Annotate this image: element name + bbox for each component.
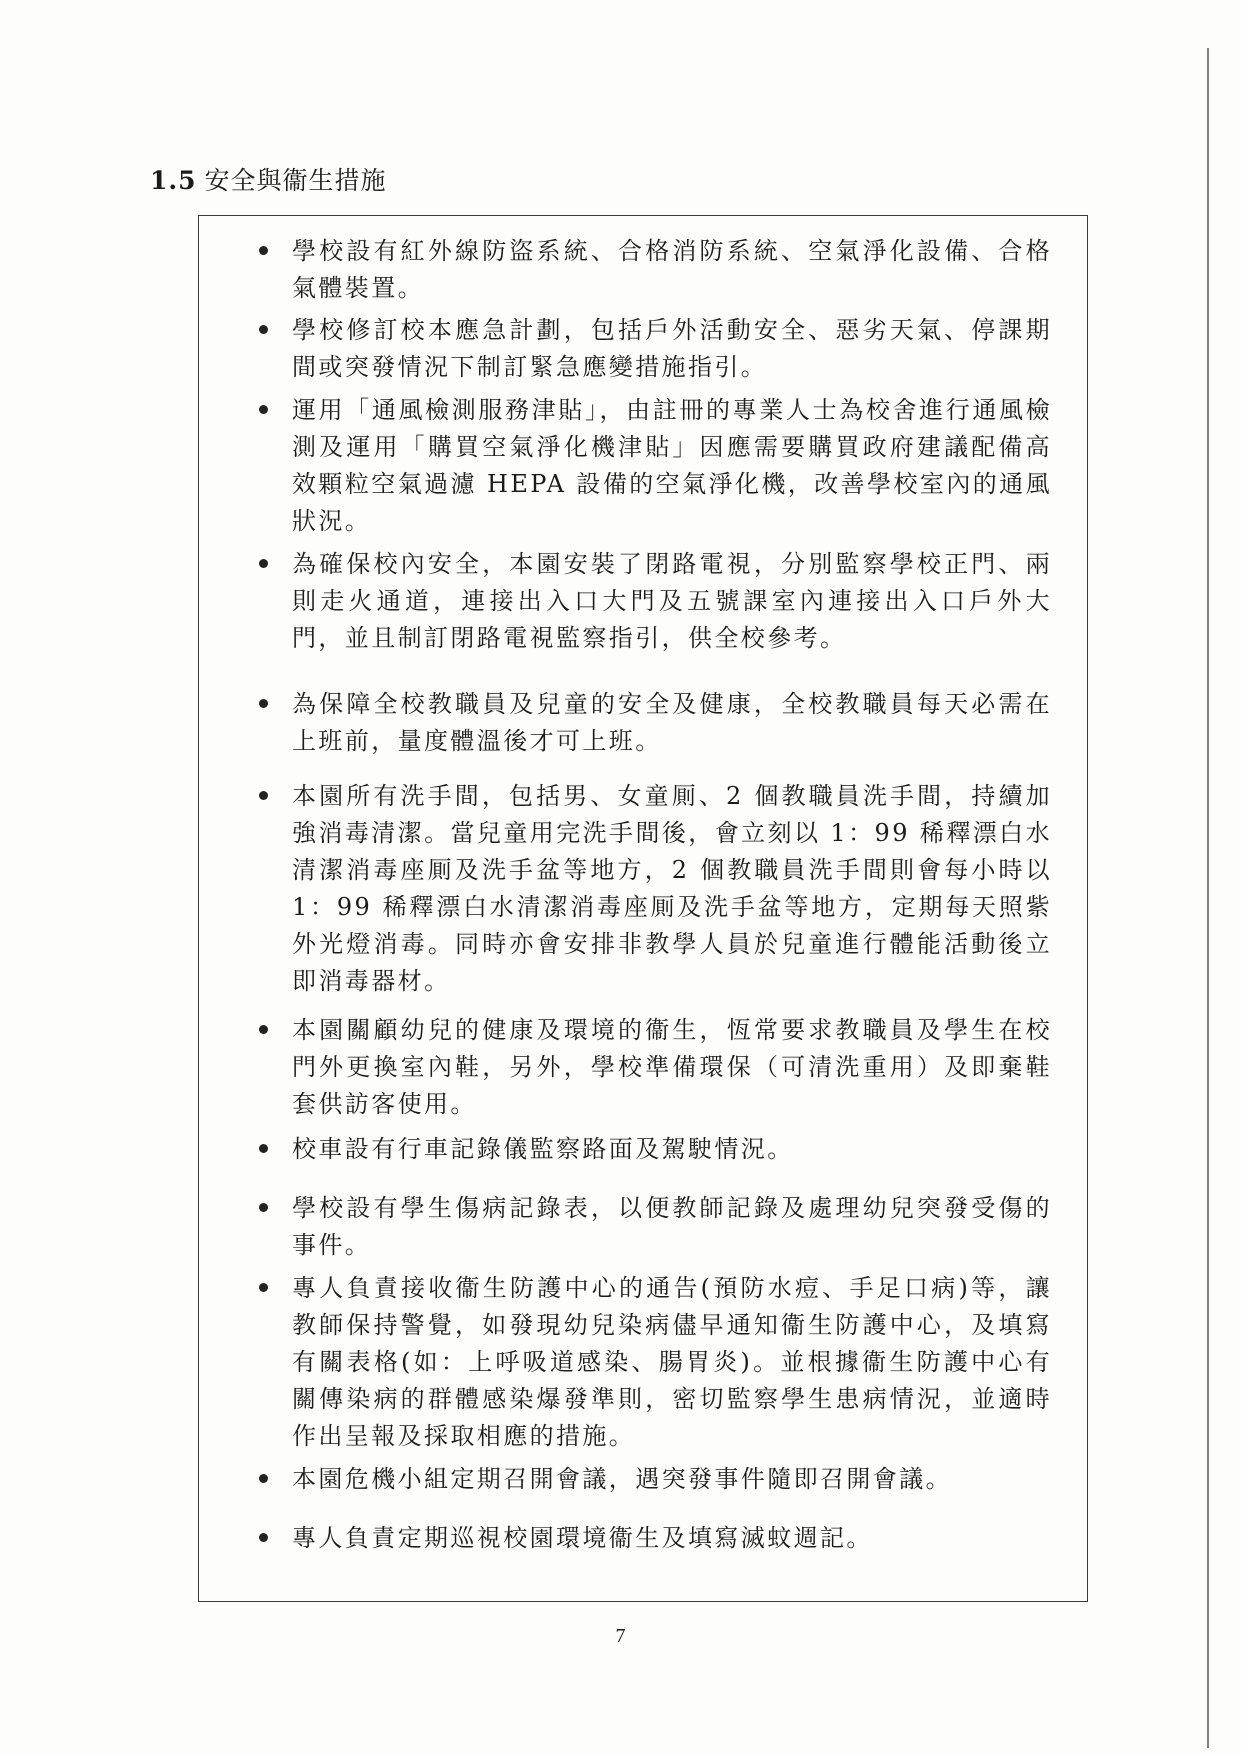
list-item-text: 專人負責接收衞生防護中心的通告(預防水痘、手足口病)等，讓教師保持警覺，如發現幼兒染病儘早通知衞生防護中心，及填寫有關表格(如：上呼吸道感染、腸胃炎)。並根據衞生防護中心有關傳染病的群體感染爆發準則，密切監察學生患病情況，並適時作出呈報及採取相應的措施。 bbox=[292, 1274, 1052, 1450]
list-item-text: 本園關顧幼兒的健康及環境的衞生，恆常要求教職員及學生在校門外更換室內鞋，另外，學校準備環保（可清洗重用）及即棄鞋套供訪客使用。 bbox=[292, 1016, 1052, 1118]
section-title: 安全與衞生措施 bbox=[204, 166, 387, 195]
bullet-icon bbox=[259, 1283, 268, 1292]
list-item-text: 為確保校內安全，本園安裝了閉路電視，分別監察學校正門、兩則走火通道，連接出入口大門及五號課室內連接出入口戶外大門，並且制訂閉路電視監察指引，供全校參考。 bbox=[292, 550, 1052, 652]
bullet-icon bbox=[259, 1533, 268, 1542]
bullet-icon bbox=[259, 791, 268, 800]
bullet-icon bbox=[259, 1025, 268, 1034]
section-number: 1.5 bbox=[150, 166, 197, 195]
bullet-icon bbox=[259, 1144, 268, 1153]
list-item-text: 校車設有行車記錄儀監察路面及駕駛情況。 bbox=[292, 1135, 794, 1163]
measures-box bbox=[198, 215, 1088, 1602]
list-item-text: 學校設有紅外線防盜系統、合格消防系統、空氣淨化設備、合格氣體裝置。 bbox=[292, 237, 1052, 302]
bullet-icon bbox=[259, 405, 268, 414]
list-item-text: 學校修訂校本應急計劃，包括戶外活動安全、惡劣天氣、停課期間或突發情況下制訂緊急應變措施指引。 bbox=[292, 316, 1052, 381]
bullet-icon bbox=[259, 325, 268, 334]
bullet-icon bbox=[259, 246, 268, 255]
bullet-icon bbox=[259, 559, 268, 568]
bullet-icon bbox=[259, 699, 268, 708]
section-heading bbox=[150, 164, 387, 198]
list-item-text: 專人負責定期巡視校園環境衞生及填寫滅蚊週記。 bbox=[292, 1524, 873, 1552]
list-item-text: 運用「通風檢測服務津貼」，由註冊的專業人士為校舍進行通風檢測及運用「購買空氣淨化機津貼」因應需要購買政府建議配備高效顆粒空氣過濾 HEPA 設備的空氣淨化機，改善學校室內的通風狀況。 bbox=[292, 396, 1052, 535]
list-item-text: 本園所有洗手間，包括男、女童厠、2 個教職員洗手間，持續加強消毒清潔。當兒童用完洗手間後，會立刻以 1：99 稀釋漂白水清潔消毒座厠及洗手盆等地方，2 個教職員洗手間則會每小時以 1：99 稀釋漂白水清潔消毒座厠及洗手盆等地方，定期每天照紫外光燈消毒。同時亦會安排非教學人員於兒童進行體能活動後立即消毒器材。 bbox=[292, 782, 1052, 995]
scan-edge-line bbox=[1207, 48, 1209, 1748]
bullet-icon bbox=[259, 1203, 268, 1212]
list-item-text: 學校設有學生傷病記錄表，以便教師記錄及處理幼兒突發受傷的事件。 bbox=[292, 1194, 1052, 1259]
list-item-text: 為保障全校教職員及兒童的安全及健康，全校教職員每天必需在上班前，量度體溫後才可上班。 bbox=[292, 690, 1052, 755]
page-number: 7 bbox=[615, 1625, 626, 1647]
bullet-icon bbox=[259, 1474, 268, 1483]
list-item-text: 本園危機小組定期召開會議，遇突發事件隨即召開會議。 bbox=[292, 1465, 952, 1493]
